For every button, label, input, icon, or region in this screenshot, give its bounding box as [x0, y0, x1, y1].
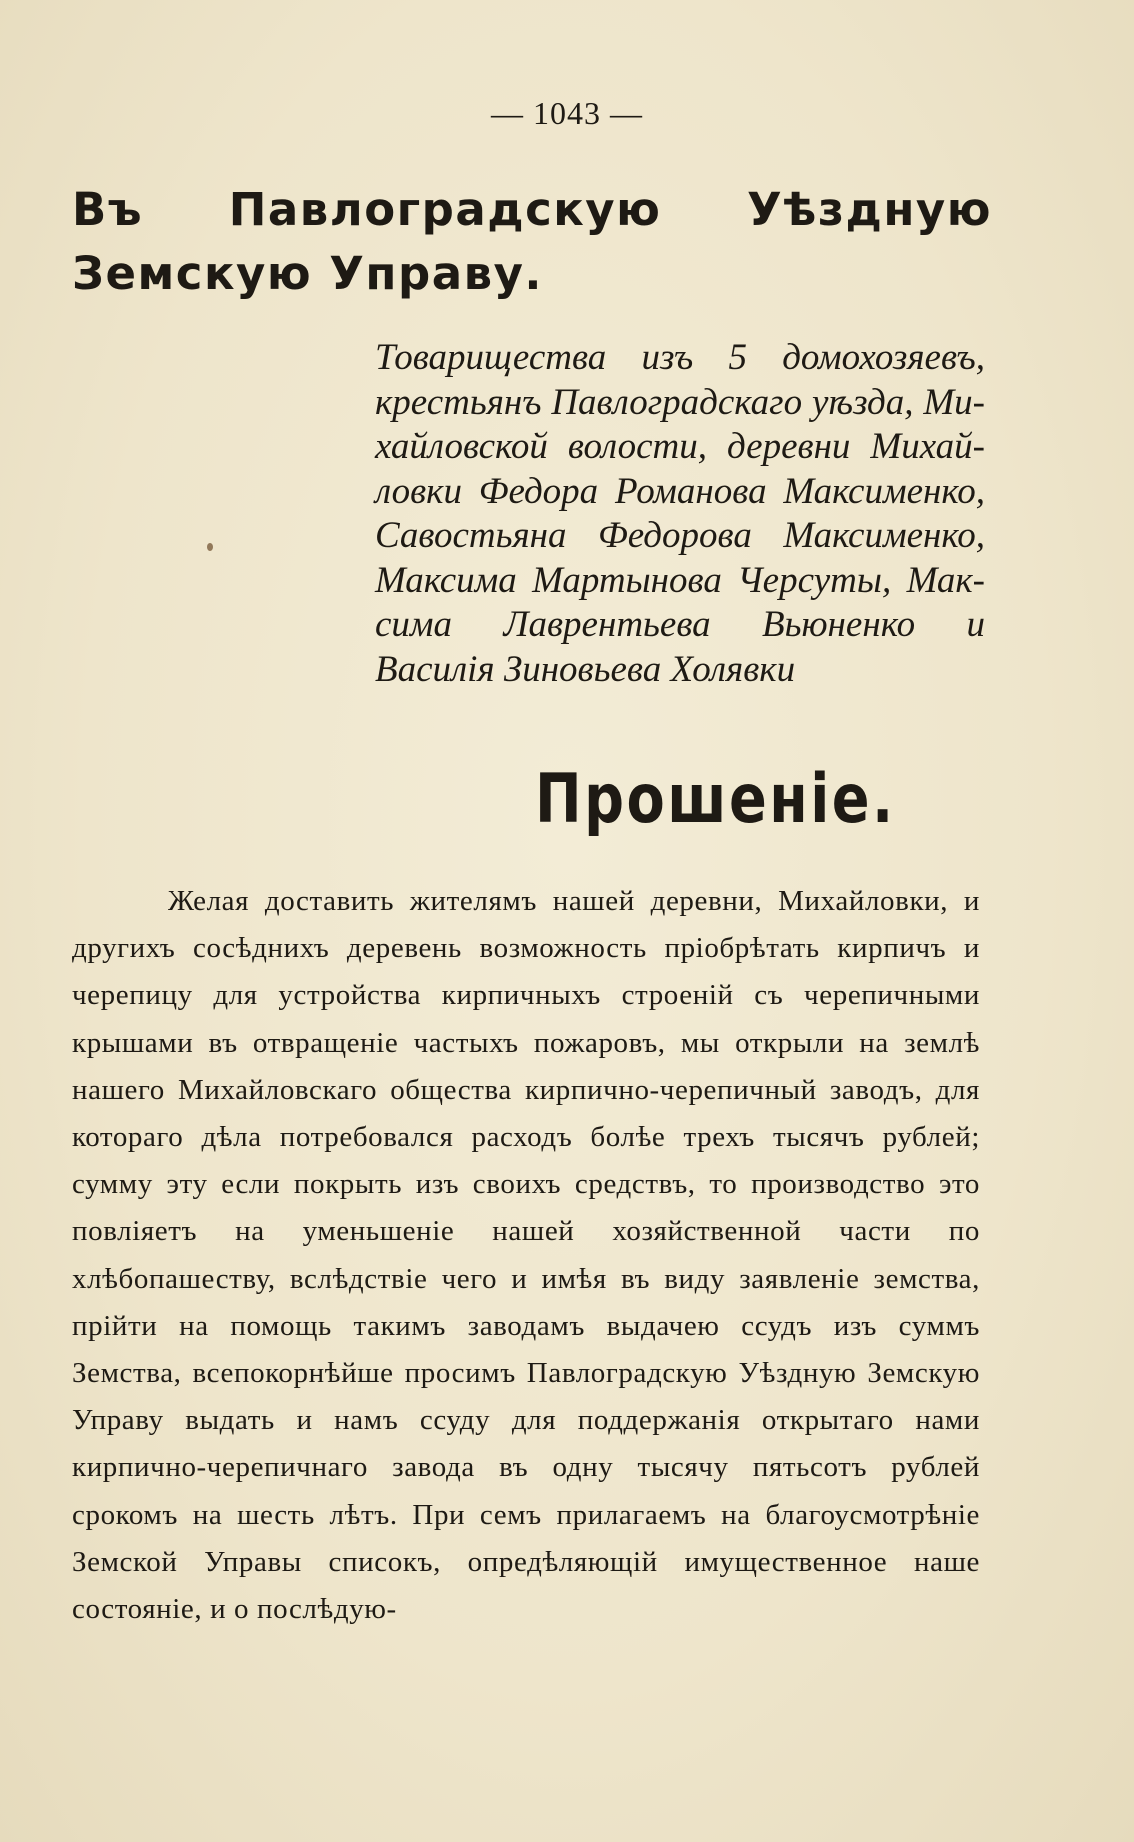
page-number: — 1043 — — [491, 95, 643, 131]
petition-body: Желая доставить жителямъ нашей деревни, Михайловки, и другихъ сосѣднихъ деревень возможность пріобрѣтать кирпичъ и черепицу для устройства кирпичныхъ строеній съ черепичными крышами въ отвращеніе частыхъ пожаровъ, мы открыли на землѣ нашего Михайловскаго общества кирпично-черепичный заводъ, для котораго дѣла потребовался расходъ болѣе трехъ тысячъ рублей; сумму эту если покрыть изъ своихъ средствъ, то производство это повліяетъ на уменьшеніе нашей хозяйственной части по хлѣбопашеству, вслѣдствіе чего и имѣя въ виду заявленіе земства, прійти на помощь такимъ заводамъ выдачею ссудъ изъ суммъ Земства, всепокорнѣйше просимъ Павлоградскую Уѣздную Земскую Управу выдать и намъ ссуду для поддержанія открытаго нами кирпично-черепичнаго завода въ одну тысячу пятьсотъ рублей срокомъ на шесть лѣтъ. При семъ прилагаемъ на благоусмотрѣніе Земской Управы списокъ, опредѣляющій имущественное наше состояніе, и о послѣдую- — [72, 885, 980, 1626]
addressee-line-2: Земскую Управу. — [72, 247, 544, 300]
ink-spot — [207, 543, 213, 551]
petitioners-block: Товарищества изъ 5 домохозяевъ, крестьянъ Павлоградскаго уѣзда, Михайловской волости, деревни Михайловки Федора Романова Максименко, Савостьяна Федорова Максименко, Максима Мартынова Черсуты, Максима Лаврентьева Вьюненко и Василія Зиновьева Холявки — [375, 337, 985, 690]
addressee-heading — [72, 178, 992, 306]
document-title: Прошеніе. — [535, 760, 896, 839]
addressee-line-1: Въ Павлоградскую Уѣздную — [72, 183, 992, 236]
